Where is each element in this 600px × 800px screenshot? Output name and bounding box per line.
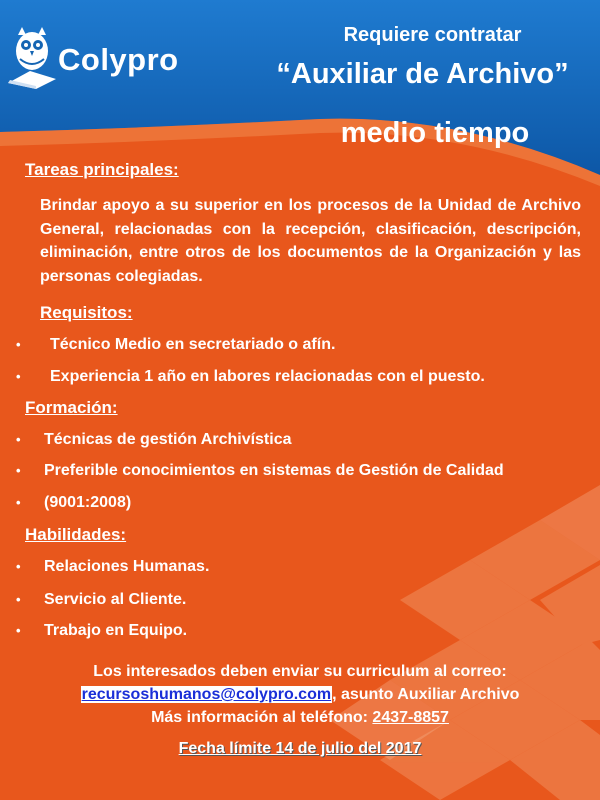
list-item: • Técnico Medio en secretariado o afín. [16, 336, 336, 353]
logo-text: Colypro [58, 42, 179, 77]
tareas-text: Brindar apoyo a su superior en los procesos de la Unidad de Archivo General, relacionadas con la recepción, clasificación, descripción, eliminación, entre otros de los documentos de la Organización y las personas colegiadas. [40, 197, 581, 285]
list-item: • Relaciones Humanas. [16, 558, 210, 575]
list-item: • Técnicas de gestión Archivística [16, 431, 292, 448]
phone-label: Más información al teléfono: [151, 709, 373, 726]
bullet: • [16, 623, 21, 638]
colypro-logo [6, 20, 206, 90]
bullet: • [16, 559, 21, 574]
bullet: • [16, 463, 21, 478]
list-item: • Trabajo en Equipo. [16, 622, 188, 639]
bullet: • [16, 592, 21, 607]
tareas-title: Tareas principales: [25, 160, 179, 179]
formacion-title: Formación: [25, 398, 118, 417]
owl-icon [6, 25, 60, 91]
footer-email-line [0, 686, 600, 704]
phone-number: 2437-8857 [372, 709, 449, 726]
footer-instructions: Los interesados deben enviar su curriculum al correo: [93, 663, 507, 680]
bullet: • [16, 495, 21, 510]
footer-phone-line [0, 709, 600, 727]
bullet: • [16, 432, 21, 447]
header-job-title: “Auxiliar de Archivo” [276, 58, 569, 90]
deadline: Fecha límite 14 de julio del 2017 [178, 740, 422, 757]
list-item: • Experiencia 1 año en labores relacionadas con el puesto. [16, 368, 485, 385]
bullet: • [16, 369, 21, 384]
list-item: • (9001:2008) [16, 494, 132, 511]
habilidades-title: Habilidades: [25, 525, 127, 544]
list-item: • Servicio al Cliente. [16, 591, 187, 608]
header-line3: medio tiempo [340, 117, 530, 149]
header-line1: Requiere contratar [343, 24, 522, 46]
email-link[interactable]: recursoshumanos@colypro.com [81, 686, 332, 703]
requisitos-title: Requisitos: [40, 303, 133, 322]
footer-subject: , asunto Auxiliar Archivo [332, 686, 520, 703]
bullet: • [16, 337, 21, 352]
list-item: • Preferible conocimientos en sistemas de Gestión de Calidad [16, 462, 504, 479]
